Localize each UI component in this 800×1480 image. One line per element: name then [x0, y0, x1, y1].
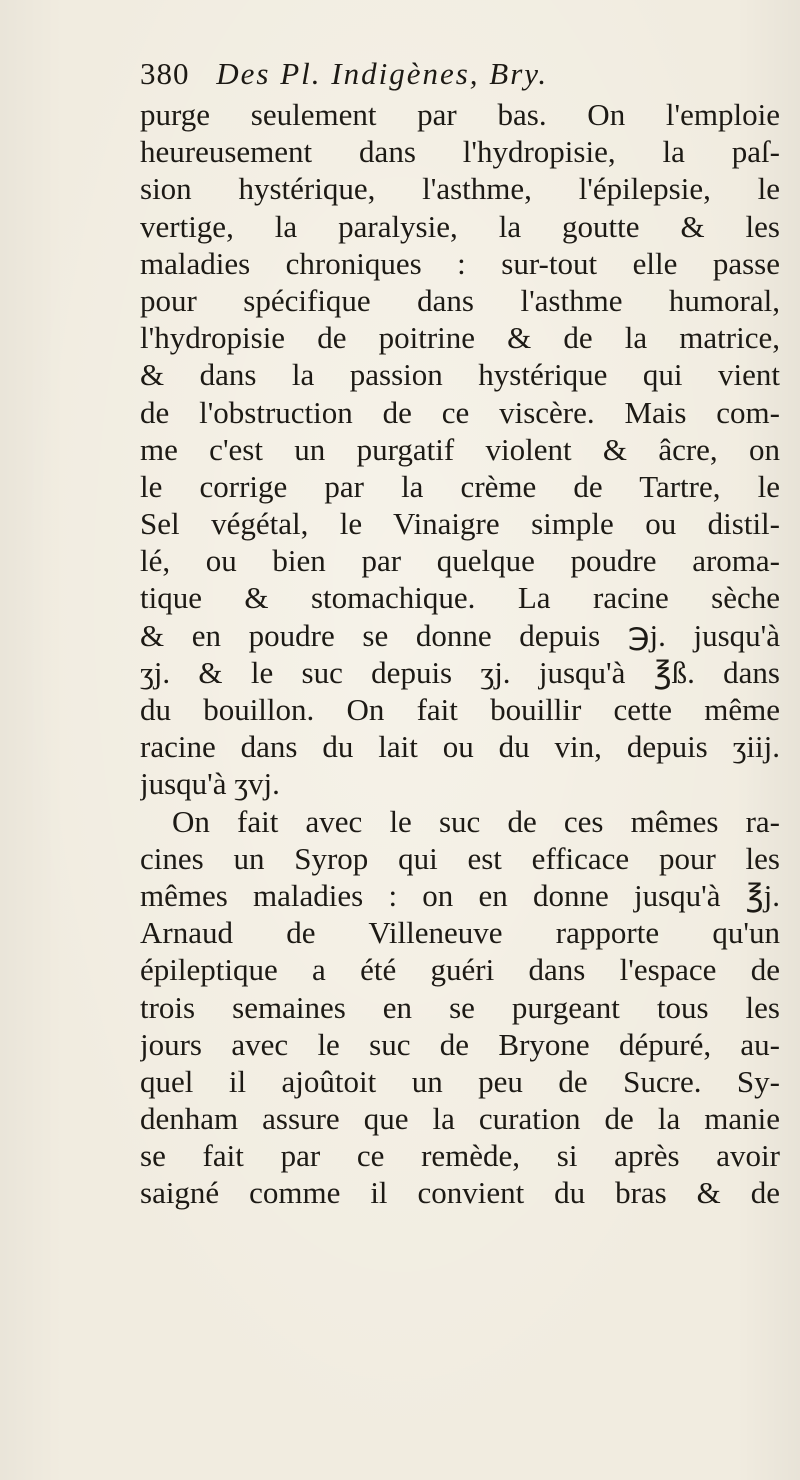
text-line: trois semaines en se purgeant tous les	[140, 989, 780, 1025]
text-line: Arnaud de Villeneuve rapporte qu'un	[140, 915, 780, 951]
text-line: de l'obstruction de ce viscère. Mais com-	[140, 394, 780, 430]
text-line: l'hydropisie de poitrine & de la matrice,	[140, 320, 780, 356]
text-line: lé, ou bien par quelque poudre aroma-	[140, 543, 780, 579]
paragraph-2	[140, 803, 780, 1212]
text-line: Sel végétal, le Vinaigre simple ou distil-	[140, 506, 780, 542]
text-line: purge seulement par bas. On l'emploie	[140, 97, 780, 132]
text-line: le corrige par la crème de Tartre, le	[140, 468, 780, 504]
text-line: mêmes maladies : on en donne jusqu'à ℥j.	[140, 877, 780, 913]
text-line: cines un Syrop qui est efficace pour les	[140, 840, 780, 876]
paragraph-1	[140, 96, 780, 803]
page-number: 380	[140, 56, 190, 91]
text-line: se fait par ce remède, si après avoir	[140, 1138, 780, 1174]
text-line: jours avec le suc de Bryone dépuré, au-	[140, 1026, 780, 1062]
text-line: & en poudre se donne depuis ℈j. jusqu'à	[140, 617, 780, 653]
text-line: tique & stomachique. La racine sèche	[140, 580, 780, 616]
text-line: jusqu'à ʒvj.	[140, 766, 280, 802]
text-line: maladies chroniques : sur-tout elle passe	[140, 245, 780, 281]
text-line: épileptique a été guéri dans l'espace de	[140, 952, 780, 988]
page-header	[140, 56, 780, 96]
text-line: me c'est un purgatif violent & âcre, on	[140, 431, 780, 467]
text-line: quel il ajoûtoit un peu de Sucre. Sy-	[140, 1063, 780, 1099]
text-line: denham assure que la curation de la manie	[140, 1101, 780, 1137]
text-line: heureusement dans l'hydropisie, la paſ-	[140, 134, 780, 170]
text-line: vertige, la paralysie, la goutte & les	[140, 208, 780, 244]
text-line: saigné comme il convient du bras & de	[140, 1175, 780, 1211]
text-line: du bouillon. On fait bouillir cette même	[140, 692, 780, 727]
body-text	[140, 96, 780, 1212]
running-title: Des Pl. Indigènes, Bry.	[216, 56, 549, 91]
text-line: ʒj. & le suc depuis ʒj. jusqu'à ℥ß. dans	[140, 654, 780, 690]
text-line: pour spécifique dans l'asthme humoral,	[140, 282, 780, 318]
text-line: racine dans du lait ou du vin, depuis ʒiij.	[140, 729, 780, 765]
text-line: sion hystérique, l'asthme, l'épilepsie, le	[140, 171, 780, 207]
text-line: & dans la passion hystérique qui vient	[140, 357, 780, 393]
text-line: On fait avec le suc de ces mêmes ra-	[172, 803, 780, 839]
